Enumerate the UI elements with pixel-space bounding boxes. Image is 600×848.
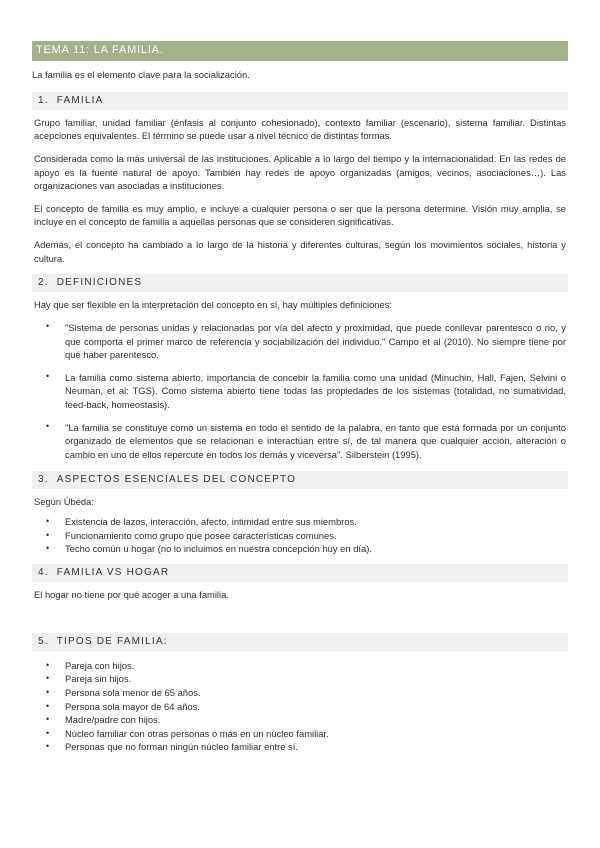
paragraph: Considerada como la más universal de las instituciones. Aplicable a lo largo del tiempo y la internacionalidad. En las redes de apoyo es la fuente natural de apoyo. También hay redes de apoyo organizadas (amigos, vecinos, asociaciones…). Las organizaciones van asociadas a instituciones. <box>34 152 566 192</box>
document-page <box>32 41 568 762</box>
bullet-icon: • <box>46 673 50 684</box>
list-item <box>32 529 568 543</box>
paragraph: El concepto de familia es muy amplio, e incluye a cualquier persona o ser que la persona determine. Visión muy amplia, se incluye en el concepto de familia a aquellas personas que se consideren significativas. <box>34 202 566 228</box>
list-item <box>32 515 568 529</box>
list-item-text: "La familia se constituye como un sistema en todo el sentido de la palabra, en tanto que está formada por un conjunto organizado de elementos que se relacionan e interactúan entre sí, de tal manera que cualquier acción, alteración o cambio en uno de ellos repercute en todos los demás y viceversa". Silberstein (1995). <box>65 421 566 460</box>
paragraph: Según Úbeda: <box>34 495 94 507</box>
aspects-list <box>32 515 568 556</box>
list-item <box>32 700 568 714</box>
section-title: FAMILIA <box>56 94 104 106</box>
bullet-icon: • <box>46 420 50 431</box>
bullet-icon: • <box>46 659 50 670</box>
bullet-icon: • <box>46 543 50 554</box>
section-number: 5. <box>38 635 49 647</box>
bullet-icon: • <box>46 370 50 381</box>
section-number: 1. <box>38 94 49 106</box>
paragraph: El hogar no tiene por qué acoger a una familia. <box>34 589 229 600</box>
document-title: TEMA 11: LA FAMILIA. <box>32 41 568 61</box>
bullet-icon: • <box>46 320 50 331</box>
list-item-text: Persona sola mayor de 64 años. <box>65 700 200 712</box>
list-item <box>32 672 568 686</box>
section-number: 2. <box>38 277 49 289</box>
section-title: FAMILIA VS HOGAR <box>56 567 170 578</box>
bullet-icon: • <box>46 727 50 738</box>
bullet-icon: • <box>46 741 50 752</box>
section-heading-definiciones <box>32 274 568 292</box>
spacer <box>32 611 568 633</box>
list-item-text: "Sistema de personas unidas y relacionadas por vía del afecto y proximidad, que puede conllevar parentesco o no, y que comporta el primer marco de referencia y sociabilización del individuo." Campo et al (2010). No siempre tiene por qué haber parentesco. <box>65 321 566 361</box>
list-item <box>32 727 568 741</box>
list-item <box>32 321 568 362</box>
list-item <box>32 740 568 754</box>
list-item-text: Personas que no forman ningún núcleo familiar entre sí. <box>65 741 298 753</box>
list-item <box>32 542 568 556</box>
bullet-icon: • <box>46 714 50 725</box>
definitions-list <box>32 321 568 462</box>
list-item-text: Persona sola menor de 65 años. <box>65 686 201 698</box>
section-number: 3. <box>38 473 49 485</box>
family-types-list <box>32 659 568 754</box>
section-heading-tipos <box>32 633 568 651</box>
section-heading-familia-vs-hogar <box>32 564 568 582</box>
section-number: 4. <box>38 567 49 578</box>
list-item <box>32 713 568 727</box>
list-item <box>32 421 568 462</box>
section-heading-familia <box>32 92 568 110</box>
paragraph: Grupo familiar, unidad familiar (énfasis al conjunto cohesionado), contexto familiar (escenario), sistema familiar. Distintas acepciones equivalentes. El término se puede usar a nivel técnico de distintas formas. <box>34 116 566 142</box>
section-title: DEFINICIONES <box>56 277 143 289</box>
intro-text: La familia es el elemento clave para la socialización. <box>32 69 250 80</box>
list-item <box>32 659 568 673</box>
list-item-text: Pareja sin hijos. <box>65 673 132 685</box>
section-heading-aspectos <box>32 471 568 489</box>
list-item-text: Techo común u hogar (no lo incluimos en nuestra concepción huy en día). <box>65 543 372 555</box>
list-item-text: Funcionamiento como grupo que posee características comunes. <box>65 529 337 541</box>
bullet-icon: • <box>46 686 50 697</box>
list-item <box>32 686 568 700</box>
list-item-text: Pareja con hijos. <box>65 659 135 671</box>
bullet-icon: • <box>46 700 50 711</box>
paragraph: Además, el concepto ha cambiado a lo largo de la historia y diferentes culturas, según los movimientos sociales, historia y cultura. <box>34 239 566 264</box>
bullet-icon: • <box>46 516 50 527</box>
paragraph: Hay que ser flexible en la interpretación del concepto en sí, hay múltiples definiciones: <box>34 299 393 311</box>
list-item-text: Existencia de lazos, interacción, afecto, intimidad entre sus miembros. <box>65 516 357 528</box>
list-item-text: Madre/padre con hijos. <box>65 714 161 726</box>
section-title: ASPECTOS ESENCIALES DEL CONCEPTO <box>56 473 297 485</box>
list-item <box>32 371 568 412</box>
list-item-text: La familia como sistema abierto, importancia de concebir la familia como una unidad (Minuchin, Hall, Fajen, Selvini o Neuman, et al: TGS). Como sistema abierto tiene todas las propiedades de los sistemas (totalidad, no sumatividad, feed-back, homeostasis). <box>65 371 566 410</box>
list-item-text: Núcleo familiar con otras personas o más en un núcleo familiar. <box>65 727 329 739</box>
bullet-icon: • <box>46 529 50 540</box>
section-title: TIPOS DE FAMILIA: <box>56 635 168 647</box>
